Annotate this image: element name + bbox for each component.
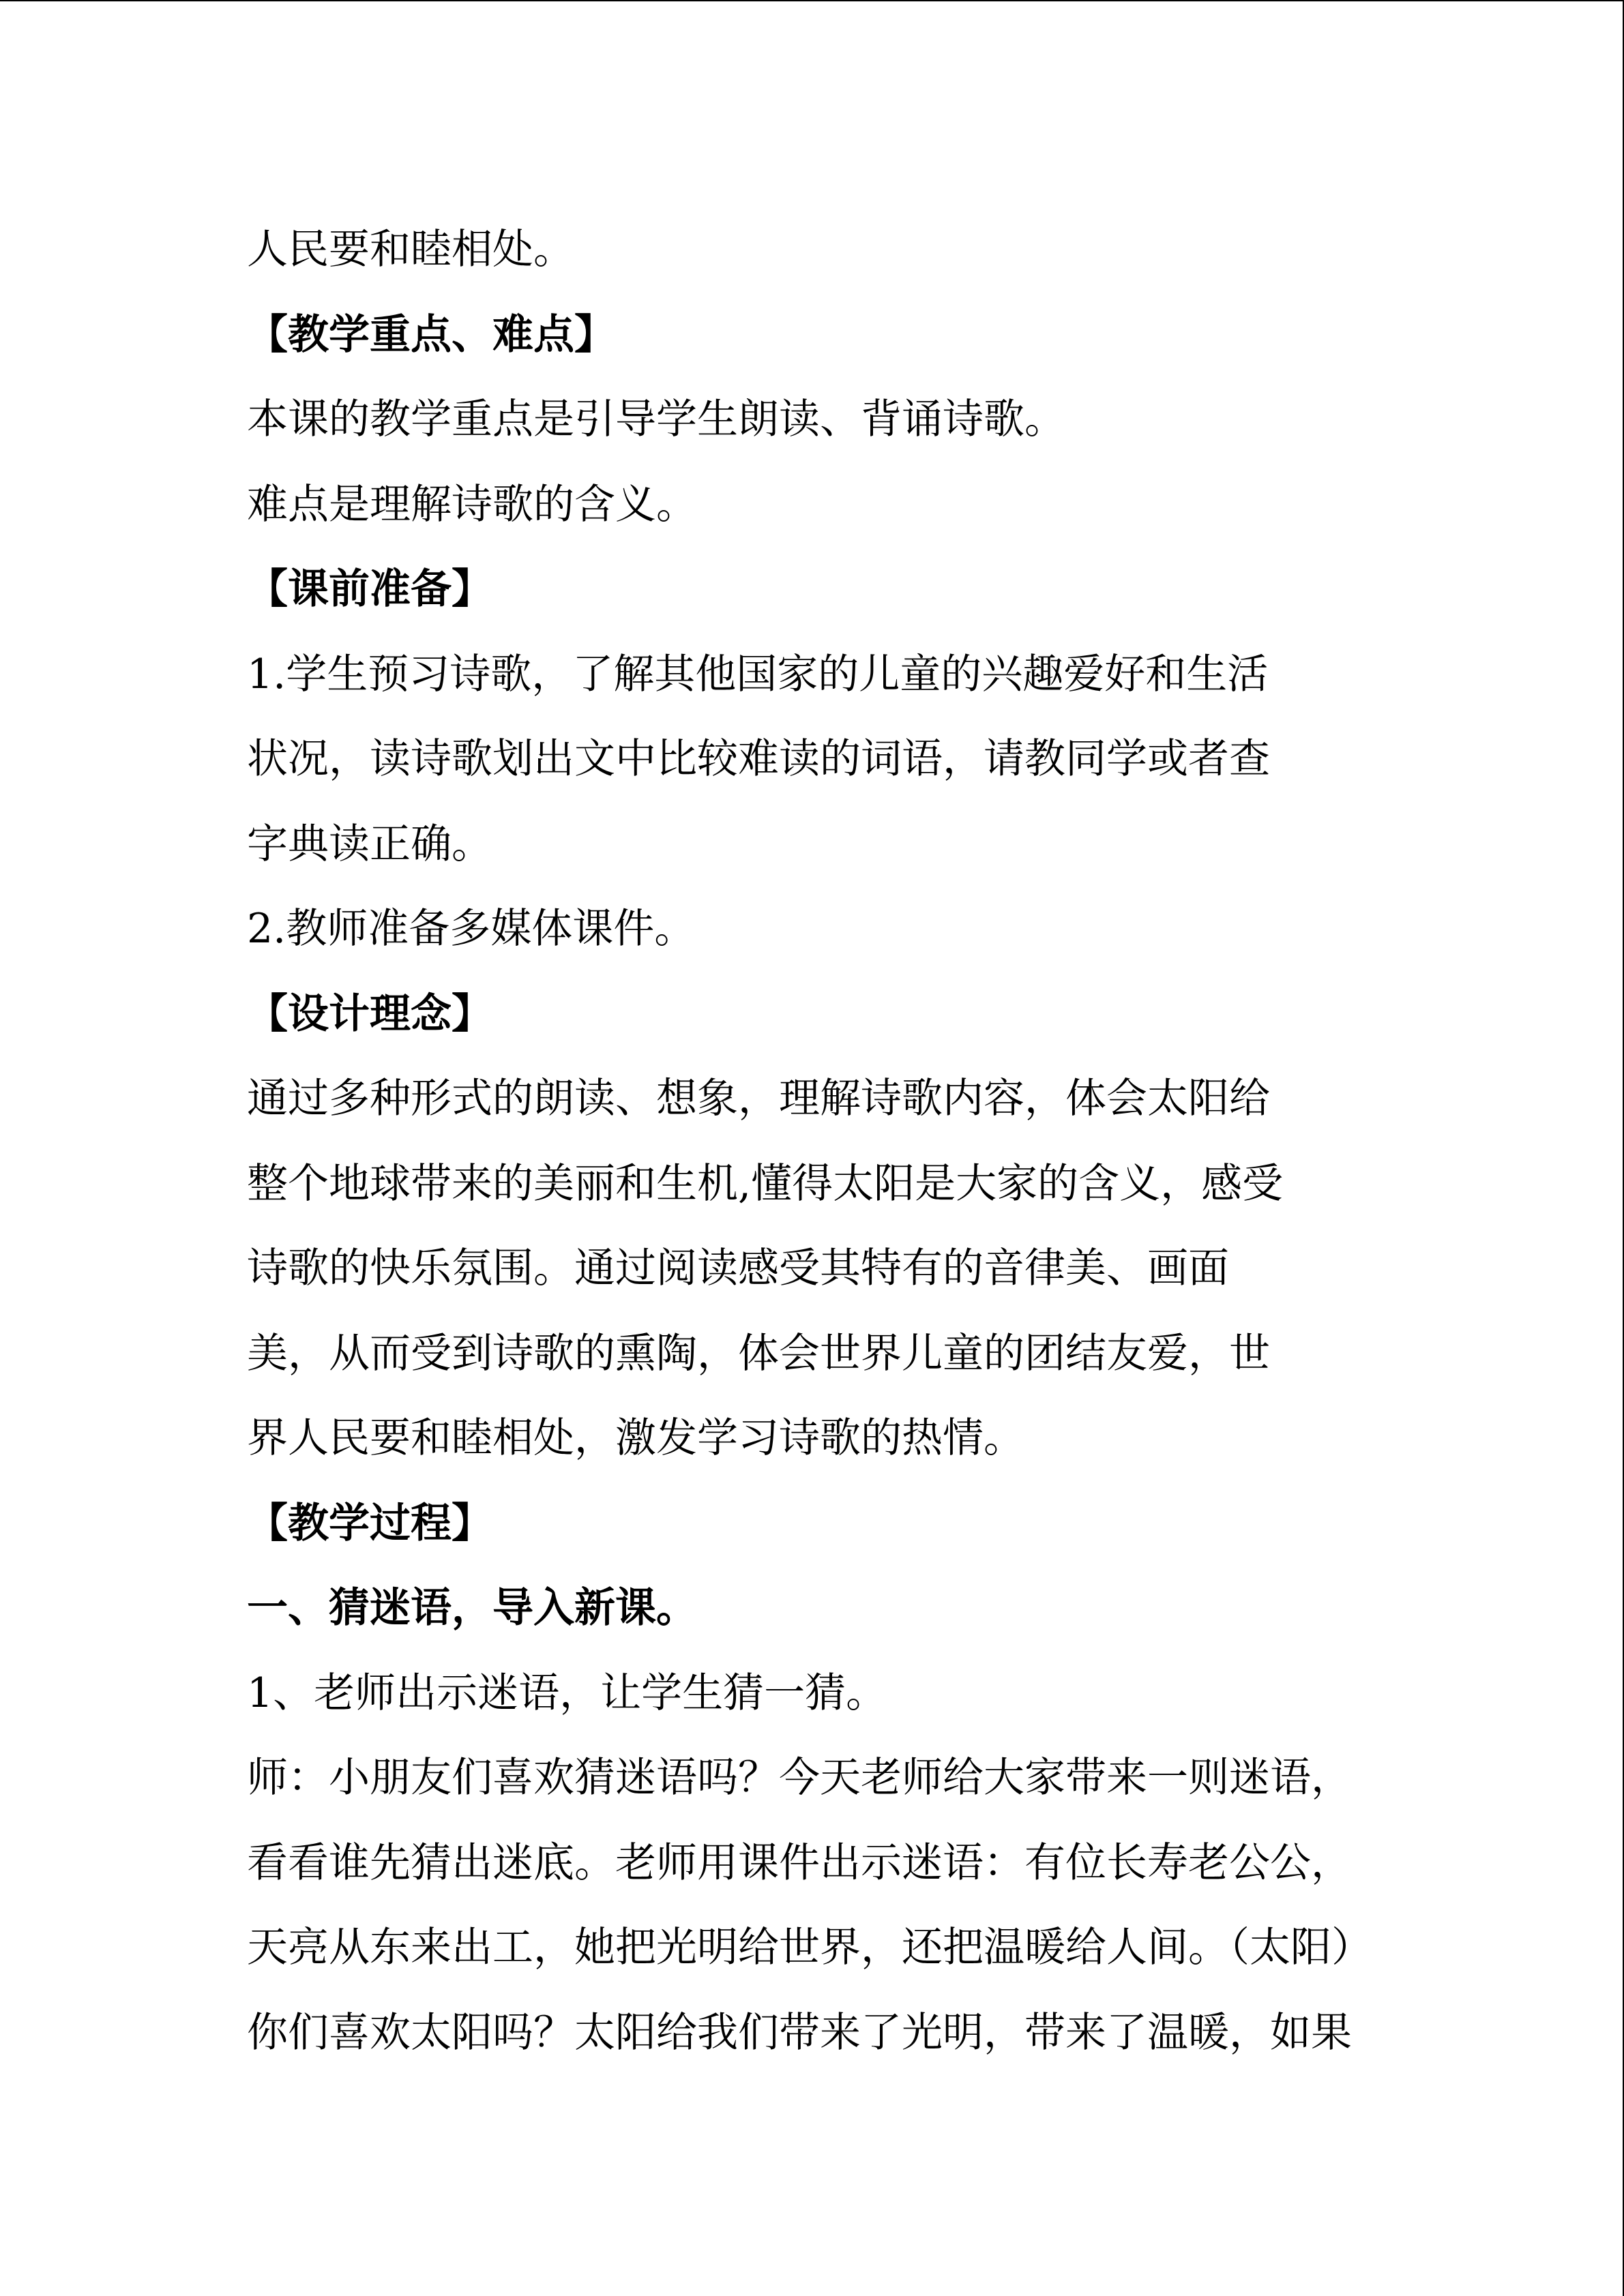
body-line: 美，从而受到诗歌的熏陶，体会世界儿童的团结友爱，世 (247, 1329, 1270, 1377)
body-line: 本课的教学重点是引导学生朗读、背诵诗歌。 (247, 396, 1065, 443)
body-line: 难点是理解诗歌的含义。 (247, 480, 697, 528)
section-heading-preparation: 【课前准备】 (247, 565, 492, 613)
body-line: 你们喜欢太阳吗？太阳给我们带来了光明，带来了温暖，如果 (247, 2008, 1352, 2057)
body-line: 看看谁先猜出迷底。老师用课件出示迷语：有位长寿老公公， (247, 1838, 1352, 1887)
body-line: 界人民要和睦相处，激发学习诗歌的热情。 (247, 1414, 1024, 1462)
section-heading-key-points: 【教学重点、难点】 (247, 310, 615, 359)
body-line: 字典读正确。 (247, 820, 492, 868)
section-heading-teaching-process: 【教学过程】 (247, 1499, 492, 1547)
body-line: 诗歌的快乐氛围。通过阅读感受其特有的音律美、画面 (247, 1244, 1229, 1292)
section-heading-design-concept: 【设计理念】 (247, 989, 492, 1038)
page-top-border (0, 0, 1624, 1)
body-line: 通过多种形式的朗读、想象，理解诗歌内容，体会太阳给 (247, 1075, 1270, 1122)
body-line: 天亮从东来出工，她把光明给世界，还把温暖给人间。（太阳） (247, 1924, 1372, 1971)
body-line: 整个地球带来的美丽和生机,懂得太阳是大家的含义，感受 (247, 1159, 1284, 1208)
body-line: 师：小朋友们喜欢猜迷语吗？今天老师给大家带来一则迷语， (247, 1754, 1352, 1802)
body-line: 人民要和睦相处。 (247, 226, 574, 273)
document-body (247, 207, 1379, 2075)
body-line: 2.教师准备多媒体课件。 (247, 905, 696, 953)
body-line: 1、老师出示迷语，让学生猜一猜。 (247, 1669, 887, 1717)
body-line: 状况，读诗歌划出文中比较难读的词语，请教同学或者查 (247, 735, 1270, 783)
subsection-heading-riddle: 一、猜迷语，导入新课。 (247, 1584, 697, 1632)
body-line: 1.学生预习诗歌，了解其他国家的儿童的兴趣爱好和生活 (247, 650, 1269, 698)
